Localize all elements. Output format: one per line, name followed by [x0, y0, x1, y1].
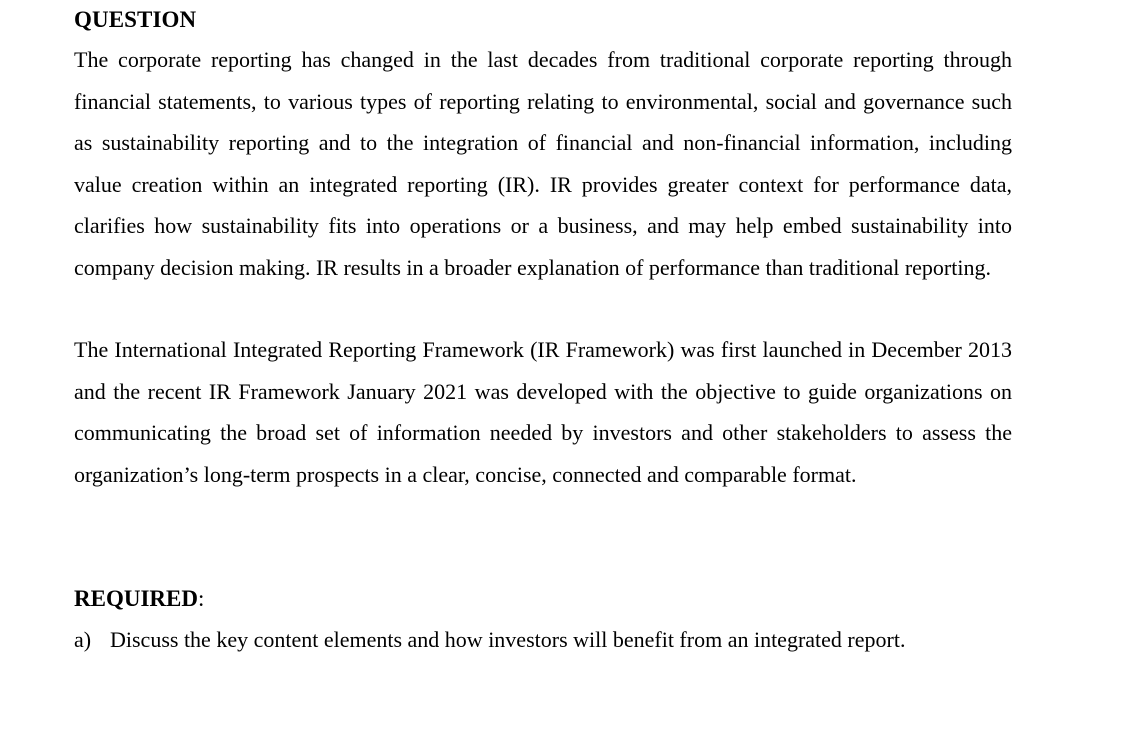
list-item-text: Discuss the key content elements and how investors will benefit from an integrated report.	[110, 627, 906, 652]
paragraph-corporate-reporting: The corporate reporting has changed in the last decades from traditional corporate reporting through financial statements, to various types of reporting relating to environmental, social and governance such as sustainability reporting and to the integration of financial and non-financial information, including value creation within an integrated reporting (IR). IR provides greater context for performance data, clarifies how sustainability fits into operations or a business, and may help embed sustainability into company decision making. IR results in a broader explanation of performance than traditional reporting.	[74, 47, 1012, 280]
list-item-marker: a)	[74, 627, 92, 652]
document-page	[74, 0, 1012, 653]
required-heading	[74, 585, 1012, 612]
list-item	[74, 626, 1012, 653]
question-heading: QUESTION	[74, 7, 197, 32]
required-colon: :	[197, 586, 205, 611]
paragraph-ir-framework: The International Integrated Reporting Framework (IR Framework) was first launched in December 2013 and the recent IR Framework January 2021 was developed with the objective to guide organizations on communicating the broad set of information needed by investors and other stakeholders to assess the organization’s long-term prospects in a clear, concise, connected and comparable format.	[74, 337, 1012, 487]
required-label: REQUIRED	[74, 586, 198, 611]
